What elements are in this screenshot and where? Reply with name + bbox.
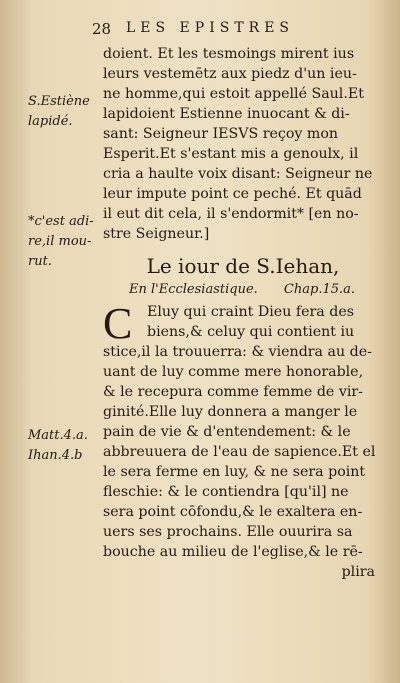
text-line: abbreuuera de l'eau de sapience.Et el	[103, 444, 376, 460]
text-line: le sera ferme en luy, & ne sera point	[103, 464, 366, 480]
page-number: 28	[92, 20, 112, 38]
paragraph	[103, 299, 383, 582]
text-line: sera point cōfondu,& le exaltera en-	[103, 504, 363, 520]
text-line: il eut dit cela, il s'endormit* [en no-	[103, 206, 359, 222]
source-label: En l'Ecclesiastique.	[129, 282, 258, 297]
text-line: leurs vestemētz aux piedz d'un ieu-	[103, 66, 357, 82]
section-subheading	[103, 280, 383, 302]
section-heading: Le iour de S.Iehan,	[146, 254, 340, 278]
text-line: uant de luy comme mere honorable,	[103, 364, 364, 380]
margin-note: S.Estiène	[28, 94, 90, 109]
text-line: lapidoient Estienne inuocant & di-	[103, 106, 350, 122]
text-line: ne homme,qui estoit appellé Saul.Et	[103, 86, 364, 102]
text-line: fleschie: & le contiendra [qu'il] ne	[103, 484, 349, 500]
text-line: doient. Et les tesmoings mirent ius	[103, 46, 355, 62]
text-line: biens,& celuy qui contient iu	[147, 324, 355, 340]
chapter-label: Chap.15.a.	[283, 282, 356, 297]
margin-note: re,il mou-	[28, 234, 92, 249]
text-line: & le recepura comme femme de vir-	[103, 384, 363, 400]
margin-note: Ihan.4.b	[28, 448, 83, 463]
text-line: stice,il la trouuerra: & viendra au de-	[103, 344, 372, 360]
text-line: Eluy qui craint Dieu fera des	[147, 304, 355, 320]
text-line: ginité.Elle luy donnera a manger le	[103, 404, 358, 420]
running-header	[92, 20, 376, 40]
margin-note: Matt.4.a.	[28, 428, 88, 443]
text-line: pain de vie & d'entendement: & le	[103, 424, 351, 440]
text-line: bouche au milieu de l'eglise,& le rē-	[103, 544, 363, 560]
text-line: uers ses prochains. Elle ouurira sa	[103, 524, 353, 540]
text-line: Esperit.Et s'estant mis a genoulx, il	[103, 146, 359, 162]
margin-note: lapidé.	[28, 114, 73, 129]
text-line: cria a haulte voix disant: Seigneur ne	[103, 166, 373, 182]
text-block	[103, 44, 383, 582]
running-title: LES EPISTRES	[126, 20, 295, 36]
text-line: stre Seigneur.]	[103, 226, 210, 242]
catchword: plira	[341, 564, 375, 580]
drop-capital: C	[103, 299, 133, 348]
margin-note: rut.	[28, 254, 52, 269]
text-line: sant: Seigneur IESVS reçoy mon	[103, 126, 339, 142]
text-line: leur impute point ce peché. Et quād	[103, 186, 362, 202]
margin-note: *c'est adi-	[28, 214, 94, 229]
